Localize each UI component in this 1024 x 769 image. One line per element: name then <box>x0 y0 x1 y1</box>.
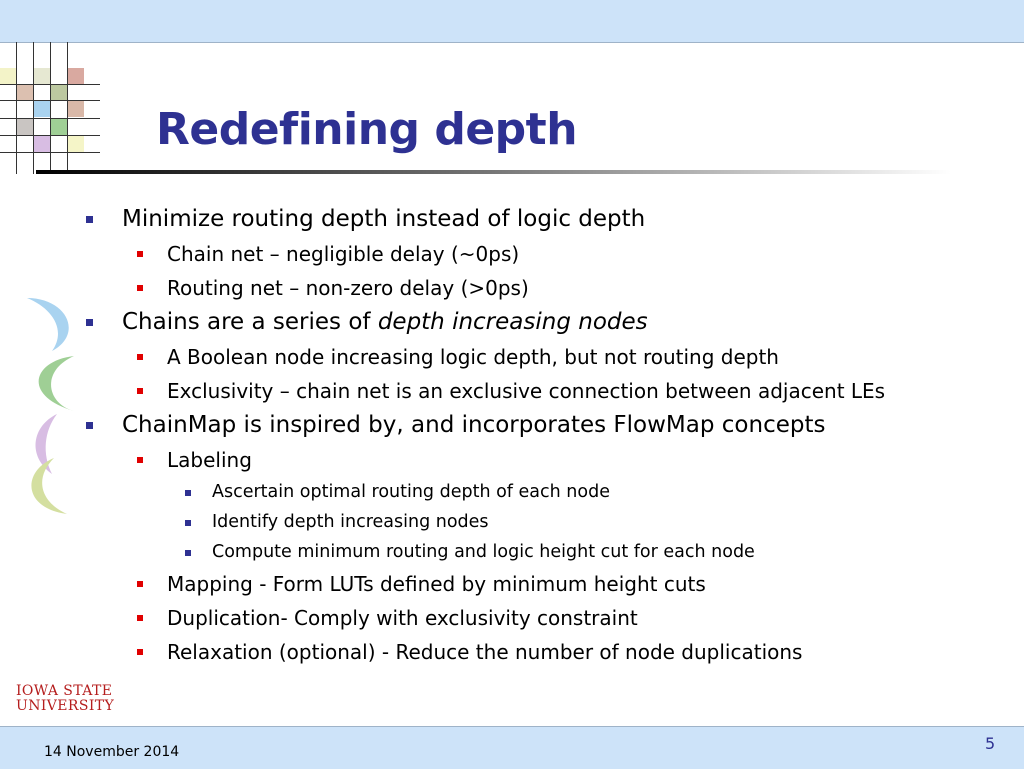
crescent-yellow-green <box>31 458 67 514</box>
bullet-text: Routing net – non-zero delay (>0ps) <box>167 276 529 300</box>
bullet-text: Chains are a series of <box>122 309 378 335</box>
sub-sub-bullet-item <box>86 477 1006 507</box>
sub-bullet-item <box>86 374 1006 408</box>
bullet-item <box>86 202 1006 237</box>
grid-squares <box>0 68 84 152</box>
bullet-square-icon <box>185 520 191 526</box>
bullet-text: Minimize routing depth instead of logic depth <box>122 206 646 232</box>
bullet-emphasis: depth increasing nodes <box>377 309 648 335</box>
sub-bullet-item <box>86 271 1006 305</box>
bullet-square-icon <box>137 388 143 394</box>
bullet-text: Compute minimum routing and logic height cut for each node <box>212 542 755 562</box>
grid-lines <box>0 42 100 174</box>
bullet-text: ChainMap is inspired by, and incorporates FlowMap concepts <box>122 412 826 438</box>
bullet-item <box>86 305 1006 340</box>
top-band <box>0 0 1024 43</box>
bullet-square-icon <box>137 354 143 360</box>
crescent-blue <box>27 298 69 351</box>
slide-title: Redefining depth <box>156 104 578 155</box>
bullet-list <box>86 202 1006 669</box>
bullet-text: Ascertain optimal routing depth of each node <box>212 482 610 502</box>
bullet-text: Labeling <box>167 448 252 472</box>
bullet-text: Duplication- Comply with exclusivity constraint <box>167 606 638 630</box>
sub-bullet-item <box>86 340 1006 374</box>
crescent-decoration <box>22 296 82 526</box>
bullet-square-icon <box>137 457 143 463</box>
bullet-square-icon <box>137 615 143 621</box>
bullet-square-icon <box>137 649 143 655</box>
bullet-square-icon <box>86 216 93 223</box>
bullet-square-icon <box>137 251 143 257</box>
bullet-text: Mapping - Form LUTs defined by minimum height cuts <box>167 572 706 596</box>
bullet-item <box>86 408 1006 443</box>
sub-sub-bullet-item <box>86 507 1006 537</box>
bullet-square-icon <box>185 550 191 556</box>
sub-bullet-item <box>86 601 1006 635</box>
logo-line-2: UNIVERSITY <box>16 698 115 714</box>
page-number: 5 <box>985 734 996 753</box>
bullet-text: Relaxation (optional) - Reduce the number of node duplications <box>167 640 803 664</box>
sub-bullet-item <box>86 635 1006 669</box>
bullet-square-icon <box>137 581 143 587</box>
grid-decoration <box>0 42 100 174</box>
sub-bullet-item <box>86 237 1006 271</box>
bullet-square-icon <box>86 319 93 326</box>
bullet-square-icon <box>137 285 143 291</box>
crescent-green <box>39 356 74 411</box>
bullet-square-icon <box>86 422 93 429</box>
sub-bullet-item <box>86 443 1006 477</box>
bullet-text: A Boolean node increasing logic depth, but not routing depth <box>167 345 779 369</box>
sub-bullet-item <box>86 567 1006 601</box>
bullet-text: Chain net – negligible delay (~0ps) <box>167 242 520 266</box>
logo-line-1: IOWA STATE <box>16 683 113 699</box>
bullet-square-icon <box>185 490 191 496</box>
title-underline <box>36 170 951 174</box>
footer-date: 14 November 2014 <box>44 744 180 760</box>
sub-sub-bullet-item <box>86 537 1006 567</box>
university-logo <box>16 684 114 714</box>
bullet-text: Identify depth increasing nodes <box>212 512 489 532</box>
bullet-text: Exclusivity – chain net is an exclusive connection between adjacent LEs <box>167 379 886 403</box>
